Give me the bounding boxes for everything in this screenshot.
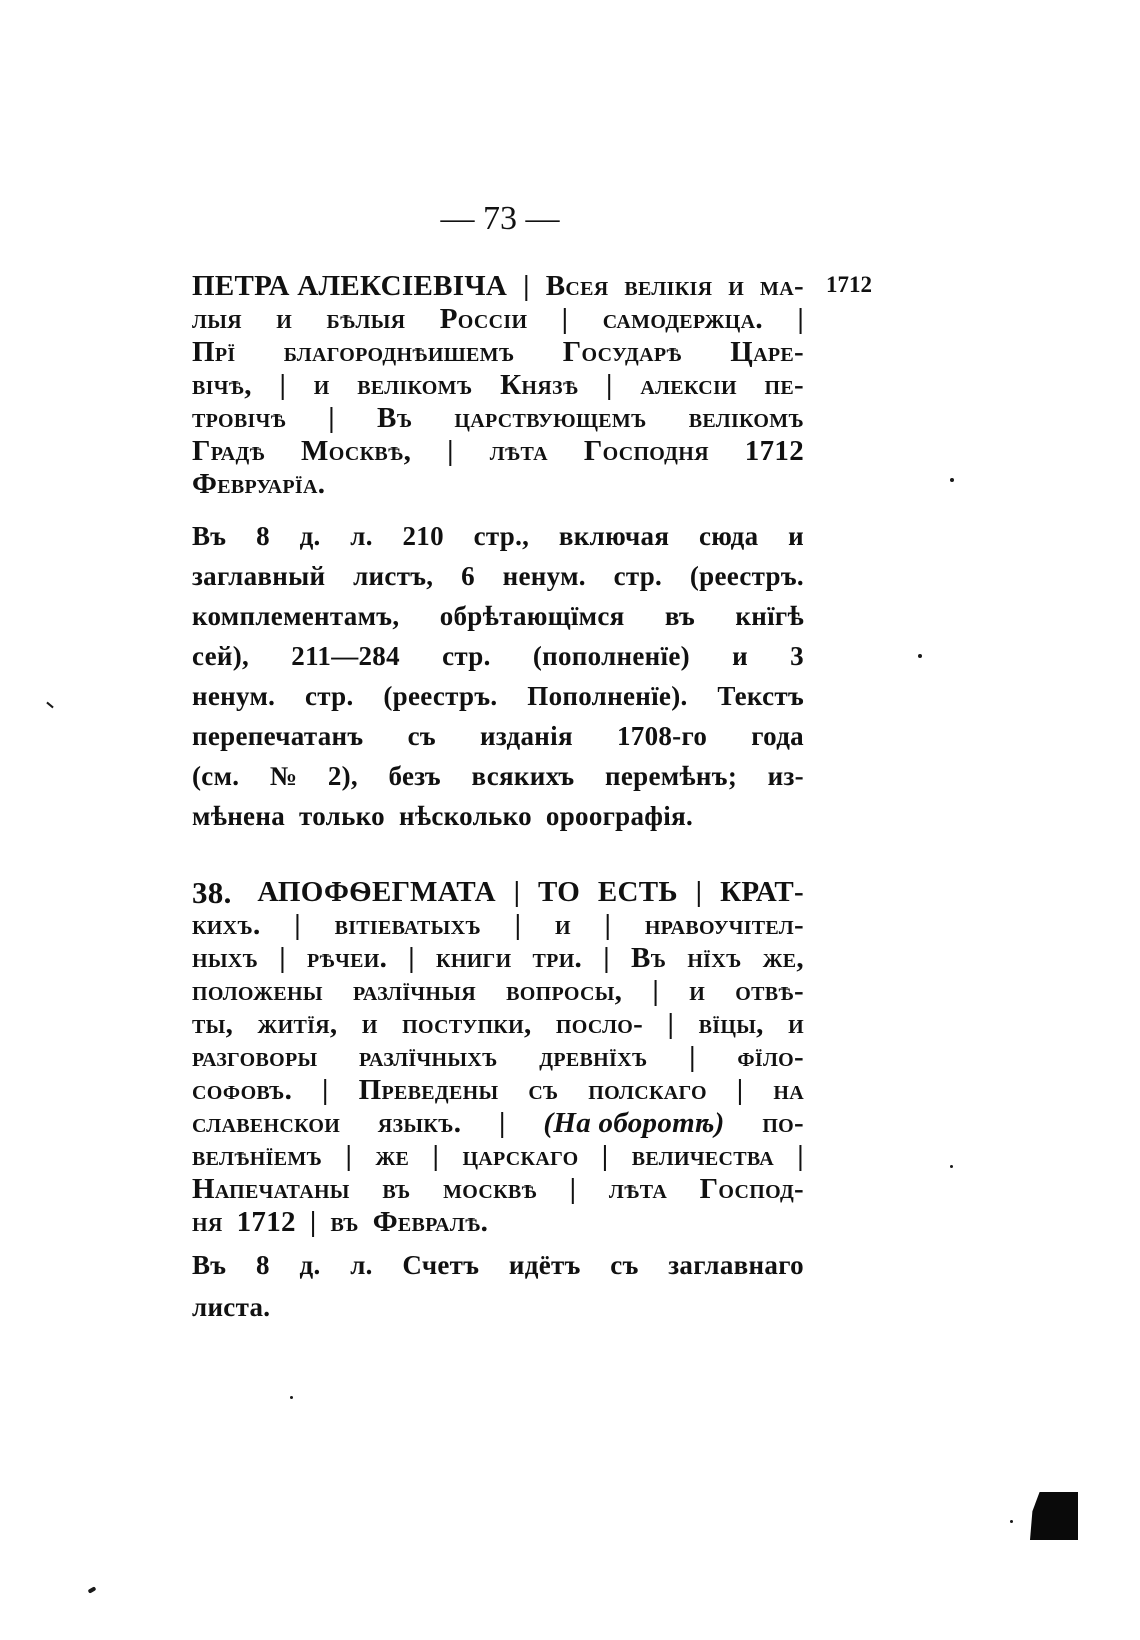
word: |: [797, 1140, 804, 1172]
word: и: [554, 909, 571, 941]
word: Счетъ: [402, 1250, 480, 1280]
word: л.: [350, 1250, 373, 1280]
word: стр.: [305, 681, 354, 711]
text-line: [192, 676, 804, 716]
text-line: [192, 1244, 804, 1286]
word: 210: [402, 521, 444, 551]
word: нравоучітел-: [644, 909, 804, 941]
text-line: [192, 336, 804, 369]
text-line: [192, 756, 804, 796]
scan-speck: [950, 478, 954, 482]
word: ТО: [538, 876, 581, 908]
word: |: [432, 1140, 440, 1172]
word: года: [751, 721, 804, 751]
word: и: [689, 975, 706, 1007]
word: рѣчеи.: [307, 942, 388, 974]
word: 8: [256, 521, 270, 551]
word: стр.,: [473, 521, 530, 551]
word: |: [606, 369, 613, 401]
text-line: [192, 1041, 804, 1074]
word: |: [279, 369, 287, 401]
word: |: [499, 1107, 506, 1139]
word: |: [736, 1074, 744, 1106]
word: по-: [762, 1107, 804, 1139]
word: АПОФѲЕГМАТА: [257, 876, 496, 908]
word: (см.: [192, 761, 240, 791]
word: ты,: [192, 1008, 234, 1040]
text-line: [192, 975, 804, 1008]
word: ныхъ: [192, 942, 259, 974]
word: пе-: [764, 369, 804, 401]
word: безъ: [388, 761, 441, 791]
text-line: [192, 468, 804, 501]
word: 2),: [327, 761, 358, 791]
word: Градѣ: [192, 435, 266, 467]
text-line: [192, 1008, 804, 1041]
word: царствующемъ: [454, 402, 647, 434]
word: 211—284: [291, 641, 400, 671]
word: и: [732, 641, 748, 671]
word: 1708-го: [616, 721, 708, 751]
word: |: [447, 435, 454, 467]
word: сей),: [192, 641, 250, 671]
word: №: [269, 761, 298, 791]
text-line: [192, 1074, 804, 1107]
text-line: [192, 516, 804, 556]
text-line: [192, 796, 804, 836]
word: Москвѣ,: [301, 435, 412, 467]
word: идётъ: [508, 1250, 581, 1280]
word: лѣта: [489, 435, 548, 467]
word: сюда: [698, 521, 759, 551]
text-line: [192, 402, 804, 435]
word: из-: [767, 761, 804, 791]
word: ороографія.: [545, 801, 694, 831]
description-block: [192, 516, 804, 836]
word: 1712: [236, 1206, 296, 1238]
word: 8: [256, 1250, 270, 1280]
word: положены: [192, 975, 323, 1007]
entry-first-line: [192, 876, 804, 909]
word: комплементамъ,: [192, 601, 400, 631]
word: только: [299, 801, 385, 831]
word: обрѣтающїмся: [439, 601, 625, 631]
word: КРАТ-: [720, 876, 804, 908]
word: д.: [299, 1250, 321, 1280]
word: стр.: [442, 641, 491, 671]
text-line: [192, 303, 804, 336]
word: и: [788, 521, 804, 551]
word: |: [328, 402, 335, 434]
word: софовъ.: [192, 1074, 293, 1106]
text-line: [192, 1140, 804, 1173]
word: велікія: [624, 270, 713, 302]
word: вічѣ,: [192, 369, 252, 401]
entry-description-block: [192, 1244, 804, 1328]
word: полскаго: [588, 1074, 707, 1106]
word: же: [375, 1140, 410, 1172]
word: |: [689, 1041, 696, 1073]
word: 3: [790, 641, 804, 671]
word: ма-: [760, 270, 804, 302]
word: заглавнаго: [668, 1250, 804, 1280]
word: ненум.: [502, 561, 586, 591]
word: лыя: [192, 303, 242, 335]
entry-italic-line: [192, 1107, 804, 1140]
word: |: [322, 1074, 329, 1106]
word: Въ: [630, 942, 667, 974]
word: |: [294, 909, 301, 941]
word: вітіеватыхъ: [334, 909, 481, 941]
scan-speck: [46, 702, 53, 709]
word: (реестръ.: [689, 561, 804, 591]
scan-speck: [950, 1165, 953, 1168]
word: |: [513, 876, 521, 908]
text-line: [192, 1173, 804, 1206]
word: алексіи: [640, 369, 737, 401]
word: мѣнена: [192, 801, 285, 831]
word: Напечатаны: [192, 1173, 350, 1205]
word: 6: [461, 561, 475, 591]
word: |: [279, 942, 286, 974]
word: |: [569, 1173, 577, 1205]
word: кнїгѣ: [735, 601, 804, 631]
text-line: [192, 270, 804, 303]
word: самодержца.: [602, 303, 763, 335]
word: Господ-: [699, 1173, 804, 1205]
word: въ: [330, 1206, 359, 1238]
word: вопросы,: [506, 975, 623, 1007]
word: же,: [762, 942, 804, 974]
word: кихъ.: [192, 909, 261, 941]
entry-number: 38.: [192, 875, 232, 910]
word: съ: [528, 1074, 559, 1106]
word: Въ: [192, 1250, 227, 1280]
word: въ: [382, 1173, 411, 1205]
word: разлїчныхъ: [359, 1041, 498, 1073]
word: въ: [664, 601, 696, 631]
word: листъ,: [353, 561, 434, 591]
word: Въ: [377, 402, 413, 434]
word: Пополненїе).: [527, 681, 688, 711]
word: |: [523, 270, 530, 302]
word: (пополненїе): [532, 641, 690, 671]
word: Преведены: [358, 1074, 499, 1106]
word: стр.: [613, 561, 663, 591]
word: велікомъ: [688, 402, 804, 434]
word: разговоры: [192, 1041, 318, 1073]
page-number: — 73 —: [440, 200, 560, 237]
text-line: [192, 369, 804, 402]
scan-speck: [290, 1396, 293, 1399]
ink-blot: [1030, 1492, 1078, 1540]
text-line: [192, 435, 804, 468]
word: 1712: [744, 435, 804, 467]
word: |: [561, 303, 569, 335]
word: |: [604, 909, 612, 941]
word: древнїхъ: [539, 1041, 648, 1073]
word: нїхъ: [687, 942, 742, 974]
word: вїцы,: [698, 1008, 764, 1040]
word: Прї: [192, 336, 236, 368]
word: благороднѣишемъ: [283, 336, 515, 368]
word: Всея: [545, 270, 609, 302]
scan-speck: [88, 1586, 97, 1593]
word: велікомъ: [357, 369, 473, 401]
word: Государѣ: [562, 336, 682, 368]
word: листа.: [192, 1292, 271, 1322]
word: изданія: [480, 721, 573, 751]
text-line: [192, 636, 804, 676]
word: Царе-: [730, 336, 804, 368]
word: Текстъ: [717, 681, 804, 711]
word: |: [514, 909, 522, 941]
word: ненум.: [192, 681, 276, 711]
word: |: [345, 1140, 353, 1172]
word: |: [309, 1206, 317, 1238]
word: Князѣ: [500, 369, 579, 401]
word: тровічѣ: [192, 402, 287, 434]
word: и: [361, 1008, 378, 1040]
word: нѣсколько: [398, 801, 532, 831]
word: Господня: [583, 435, 709, 467]
word: ПЕТРА АЛЕКСІЕВІЧА: [192, 270, 508, 302]
text-line: [192, 909, 804, 942]
word: Февруарїа.: [192, 468, 326, 500]
word: съ: [610, 1250, 639, 1280]
word: включая: [558, 521, 670, 551]
word: л.: [350, 521, 373, 551]
word: отвѣ-: [735, 975, 804, 1007]
word: Февралѣ.: [372, 1206, 489, 1238]
word: |: [601, 1140, 609, 1172]
text-line: [192, 1286, 804, 1328]
word: ЕСТЬ: [597, 876, 678, 908]
word: величества: [631, 1140, 774, 1172]
word: |: [603, 942, 610, 974]
word: книги: [436, 942, 512, 974]
word: д.: [299, 521, 321, 551]
word: |: [797, 303, 804, 335]
word: Въ: [192, 521, 227, 551]
word: велѣнїемъ: [192, 1140, 323, 1172]
word: три.: [532, 942, 583, 974]
word: житїя,: [257, 1008, 338, 1040]
word: перепечатанъ: [192, 721, 364, 751]
word: лѣта: [608, 1173, 668, 1205]
word: съ: [407, 721, 436, 751]
word: |: [667, 1008, 675, 1040]
word: посло-: [555, 1008, 644, 1040]
word: заглавный: [192, 561, 326, 591]
word: (реестръ.: [383, 681, 498, 711]
word: москвѣ: [443, 1173, 538, 1205]
text-line: [192, 942, 804, 975]
scan-speck: [918, 654, 922, 658]
word: разлїчныя: [352, 975, 476, 1007]
text-line: [192, 716, 804, 756]
word: |: [408, 942, 415, 974]
word: |: [695, 876, 703, 908]
title-block: [192, 270, 804, 501]
word: |: [652, 975, 660, 1007]
text-line: [192, 556, 804, 596]
word: поступки,: [402, 1008, 532, 1040]
margin-year: 1712: [826, 272, 872, 297]
word: бѣлыя: [326, 303, 406, 335]
word: и: [788, 1008, 804, 1040]
word: фїло-: [737, 1041, 804, 1073]
italic-note: (На оборотѣ): [543, 1107, 725, 1139]
entry-38: [192, 876, 804, 1239]
word: ня: [192, 1206, 223, 1238]
word: и: [313, 369, 330, 401]
word: и: [728, 270, 745, 302]
text-line: [192, 1206, 804, 1239]
word: и: [276, 303, 293, 335]
word: всякихъ: [471, 761, 575, 791]
word: славенскои: [192, 1107, 341, 1139]
text-line: [192, 596, 804, 636]
word: царскаго: [462, 1140, 579, 1172]
word: перемѣнъ;: [604, 761, 738, 791]
word: на: [773, 1074, 804, 1106]
word: языкъ.: [377, 1107, 462, 1139]
word: Россіи: [439, 303, 528, 335]
scan-speck: [1010, 1520, 1013, 1523]
